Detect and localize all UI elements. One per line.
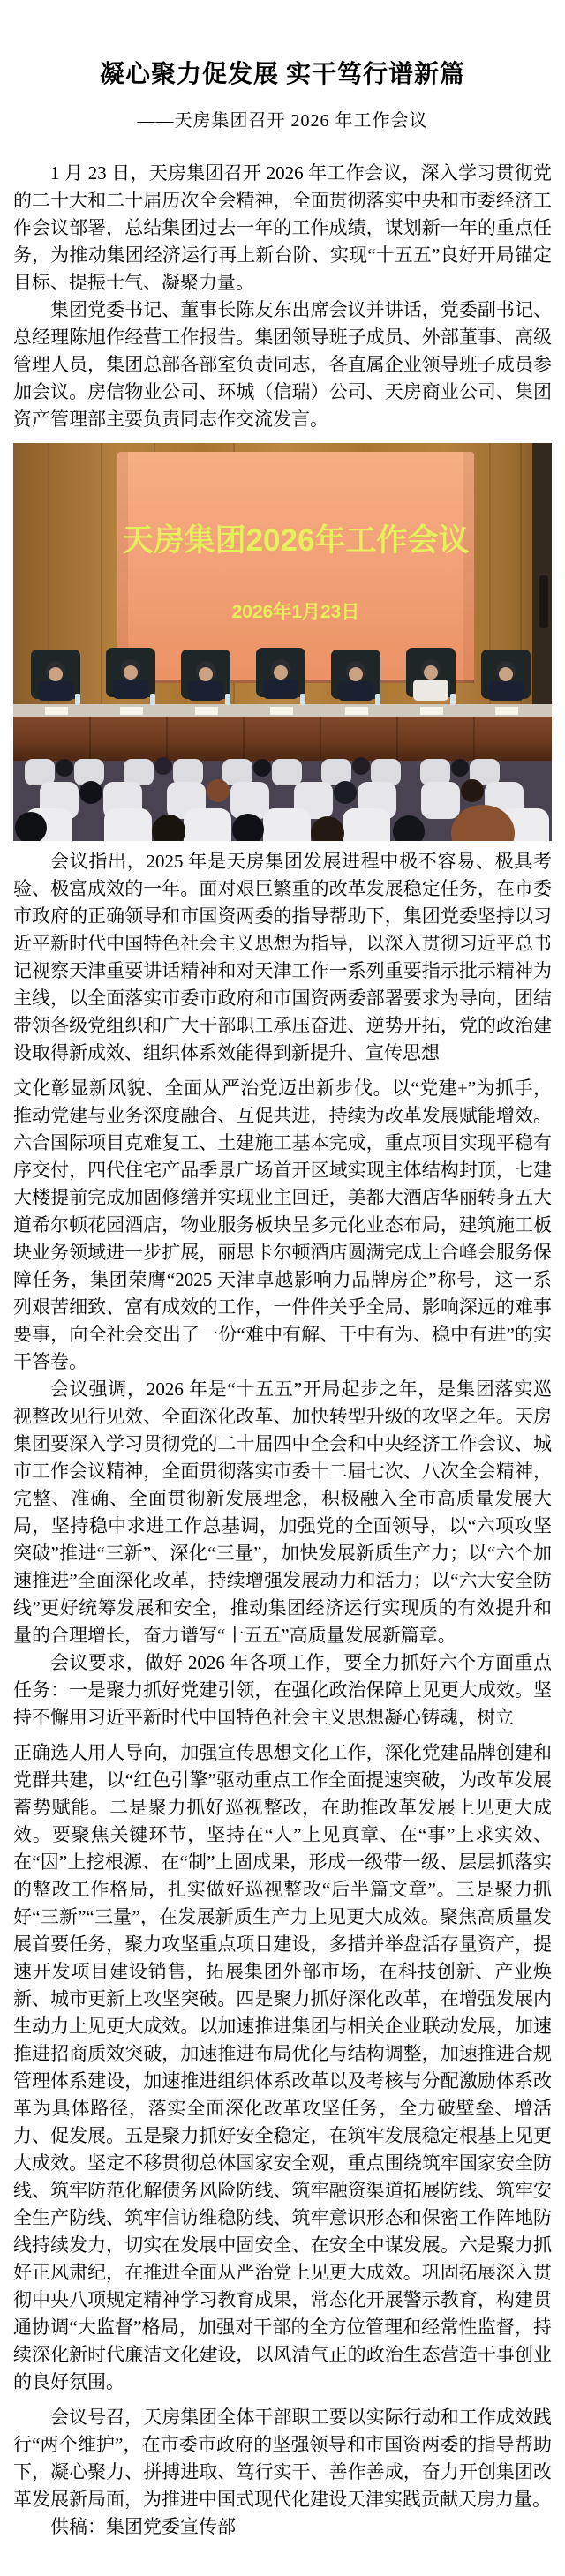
conference-photo-graphic — [13, 443, 552, 841]
paragraph: 文化彰显新风貌、全面从严治党迈出新步伐。以“党建+”为抓手，推动党建与业务深度融合、互促共进，持续为改革发展赋能增效。六合国际项目克难复工、土建施工基本完成，重点项目实现平稳有序交付，四代住宅产品季景广场首开区域实现主体结构封顶，七建大楼提前完成加固修缮并实现业主回迁，美都大酒店华丽转身五大道希尔顿花园酒店，物业服务板块呈多元化业态布局，建筑施工板块业务领域进一步扩展，丽思卡尔顿酒店圆满完成上合峰会服务保障任务，集团荣膺“2025 天津卓越影响力品牌房企”称号，这一系列艰苦细致、富有成效的工作，一件件关乎全局、影响深远的难事要事，向全社会交出了一份“难中有解、干中有为、稳中有进”的实干答卷。 — [13, 1077, 552, 1372]
article-body-after — [13, 848, 552, 2513]
photo-rostrum-front — [13, 717, 552, 761]
article-subtitle: ——天房集团召开 2026 年工作会议 — [137, 110, 428, 131]
paragraph: 会议号召，天房集团全体干部职工要以实际行动和工作成效践行“两个维护”，在市委市政府的坚强领导和市国资两委的指导帮助下，凝心聚力、拼搏进取、笃行实干、善作善成，奋力开创集团改革发展新局面，为推进中国式现代化建设天津实践贡献天房力量。 — [13, 2406, 552, 2510]
article-body-before — [13, 160, 552, 433]
paragraph: 集团党委书记、董事长陈友东出席会议并讲话，党委副书记、总经理陈旭作经营工作报告。集团领导班子成员、外部董事、高级管理人员，集团总部各部室负责同志，各直属企业领导班子成员参加会议。房信物业公司、环城（信瑞）公司、天房商业公司、集团资产管理部主要负责同志作交流发言。 — [13, 298, 552, 430]
paragraph: 1 月 23 日，天房集团召开 2026 年工作会议，深入学习贯彻党的二十大和二十届历次全会精神，全面贯彻落实中央和市委经济工作会议部署，总结集团过去一年的工作成绩，谋划新一年的重点任务，为推动集团经济运行再上新台阶、实现“十五五”良好开局锚定目标、提振士气、凝聚力量。 — [13, 161, 552, 293]
article-title: 凝心聚力促发展 实干笃行谱新篇 — [99, 61, 465, 88]
article-byline: 供稿：集团党委宣传部 — [50, 2515, 236, 2537]
paragraph: 会议强调，2026 年是“十五五”开局起步之年，是集团落实巡视整改见行见效、全面深化改革、加快转型升级的攻坚之年。天房集团要深入学习贯彻党的二十届四中全会和中央经济工作会议、城市工作会议精神，全面贯彻落实市委十二届七次、八次全会精神，完整、准确、全面贯彻新发展理念，积极融入全市高质量发展大局，坚持稳中求进工作总基调，加强党的全面领导，以“六项攻坚突破”推进“三新”、深化“三量”，加快发展新质生产力；以“六个加速推进”全面深化改革，持续增强发展动力和活力；以“六大安全防线”更好统筹发展和安全，推动集团经济运行实现质的有效提升和量的合理增长，奋力谱写“十五五”高质量发展新篇章。 — [13, 1378, 552, 1646]
paragraph: 会议指出，2025 年是天房集团发展进程中极不容易、极具考验、极富成效的一年。面对艰巨繁重的改革发展稳定任务，在市委市政府的正确领导和市国资两委的指导帮助下，集团党委坚持以习近平新时代中国特色社会主义思想为指导，以深入贯彻习近平总书记视察天津重要讲话精神和对天津工作一系列重要指示批示精神为主线，以全面落实市委市政府和市国资两委部署要求为导向，团结带领各级党组织和广大干部职工承压奋进、逆势开拓，党的政治建设取得新成效、组织体系效能得到新提升、宣传思想 — [13, 850, 552, 1063]
photo-screen-date: 2026年1月23日 — [231, 601, 360, 622]
photo-screen-title: 天房集团2026年工作会议 — [122, 522, 470, 558]
paragraph: 会议要求，做好 2026 年各项工作，要全力抓好六个方面重点任务：一是聚力抓好党建引领，在强化政治保障上见更大成效。坚持不懈用习近平新时代中国特色社会主义思想凝心铸魂，树立 — [13, 1651, 552, 1728]
paragraph: 正确选人用人导向，加强宣传思想文化工作，深化党建品牌创建和党群共建，以“红色引擎”驱动重点工作全面提速突破，为改革发展蓄势赋能。二是聚力抓好巡视整改，在助推改革发展上见更大成效。要聚焦关键环节，坚持在“人”上见真章、在“事”上求实效、在“因”上挖根源、在“制”上固成果，形成一级带一级、层层抓落实的整改工作格局，扎实做好巡视整改“后半篇文章”。三是聚力抓好“三新”“三量”，在发展新质生产力上见更大成效。聚焦高质量发展首要任务，聚力攻坚重点项目建设，多措并举盘活存量资产，提速开发项目建设销售，拓展集团外部市场，在科技创新、产业焕新、城市更新上攻坚突破。四是聚力抓好深化改革，在增强发展内生动力上见更大成效。以加速推进集团与相关企业联动发展，加速推进招商质效突破，加速推进布局优化与结构调整，加速推进合规管理体系建设，加速推进组织体系改革以及考核与分配激励体系改革为具体路径，落实全面深化改革攻坚任务，全力破壁垒、增活力、促发展。五是聚力抓好安全稳定，在筑牢发展稳定根基上见更大成效。坚定不移贯彻总体国家安全观，重点围绕筑牢国家安全防线、筑牢防范化解债务风险防线、筑牢融资渠道拓展防线、筑牢安全生产防线、筑牢信访维稳防线、筑牢意识形态和保密工作阵地防线持续发力，切实在发展中固安全、在安全中谋发展。六是聚力抓好正风肃纪，在推进全面从严治党上见更大成效。巩固拓展深入贯彻中央八项规定精神学习教育成果，常态化开展警示教育，构建贯通协调“大监督”格局，加强对干部的全方位管理和经常性监督，持续深化新时代廉洁文化建设，以风清气正的政治生态营造干事创业的良好氛围。 — [13, 1741, 552, 2392]
conference-photo — [13, 443, 552, 841]
